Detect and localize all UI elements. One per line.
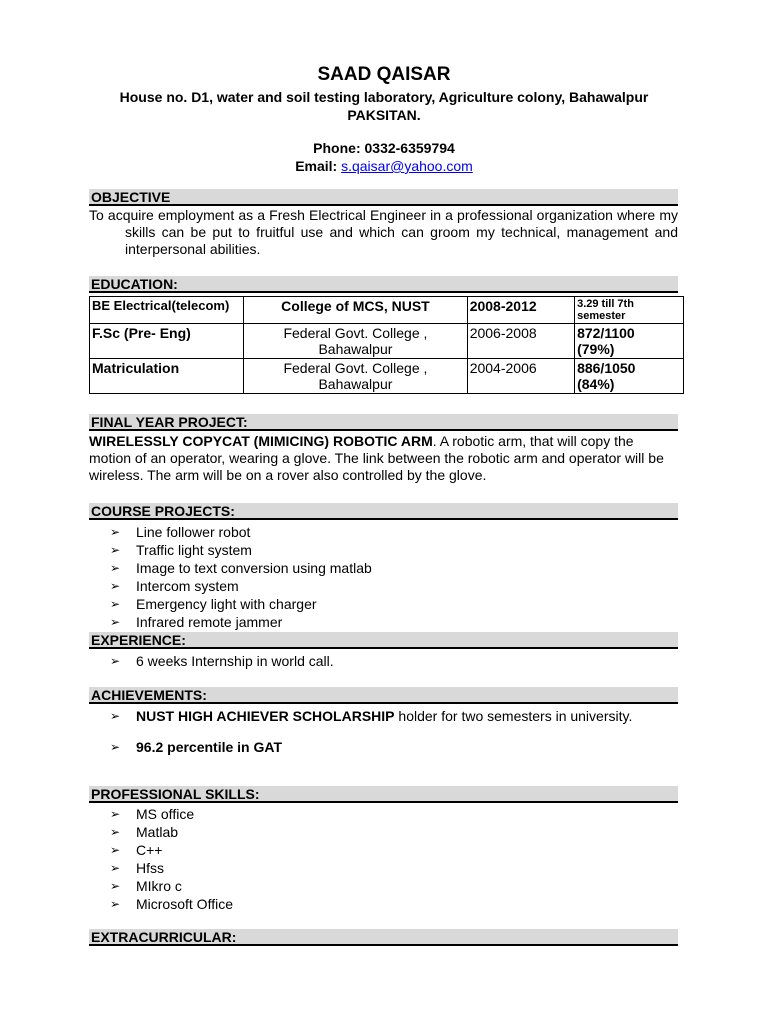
skills-list [110,805,233,913]
institute-cell: Federal Govt. College , Bahawalpur [244,324,468,359]
phone-number: Phone: 0332-6359794 [313,140,455,156]
institute-cell: College of MCS, NUST [244,297,468,324]
table-row [90,297,684,324]
arrow-right-icon: ➢ [110,861,121,875]
degree-cell: Matriculation [90,359,244,394]
address-line-1: House no. D1, water and soil testing laboratory, Agriculture colony, Bahawalpur [119,89,649,105]
degree-cell: F.Sc (Pre- Eng) [90,324,244,359]
table-row [90,324,684,359]
section-education-heading: EDUCATION: [89,276,678,293]
list-item: ➢ Infrared remote jammer [110,614,283,630]
arrow-right-icon: ➢ [110,740,121,754]
degree-cell: BE Electrical(telecom) [90,297,244,324]
project-description: . A robotic arm, that will copy the motion of an operator, wearing a glove. The link between the robotic arm and operator will be wireless. The arm will be on a rover also controlled by the glove. [89,433,664,483]
list-item: ➢ MIkro c [110,878,182,894]
list-item: ➢ 96.2 percentile in GAT [110,739,283,755]
project-name: WIRELESSLY COPYCAT (MIMICING) ROBOTIC ARM [89,433,433,449]
arrow-right-icon: ➢ [110,579,121,593]
achievements-list [110,707,632,756]
section-extracurricular-heading: EXTRACURRICULAR: [89,929,678,946]
arrow-right-icon: ➢ [110,709,121,723]
final-year-project-text [89,433,678,484]
arrow-right-icon: ➢ [110,807,121,821]
course-projects-list [110,523,372,631]
result-cell [575,297,684,324]
email-line [0,157,768,175]
list-item: ➢ MS office [110,806,195,822]
arrow-right-icon: ➢ [110,843,121,857]
result-cell [575,324,684,359]
objective-text: To acquire employment as a Fresh Electrical Engineer in a professional organization where my skills can be put to fruitful use and which can groom my technical, management and interpersonal abilities. [89,207,678,257]
list-item: ➢ Image to text conversion using matlab [110,560,372,576]
arrow-right-icon: ➢ [110,543,121,557]
years-cell: 2004-2006 [467,359,574,394]
section-experience-heading: EXPERIENCE: [89,632,678,649]
section-course-projects-heading: COURSE PROJECTS: [89,503,678,520]
institute-cell: Federal Govt. College , Bahawalpur [244,359,468,394]
list-item: ➢ 6 weeks Internship in world call. [110,653,334,669]
list-item: ➢ Intercom system [110,578,239,594]
result-line-2: semester [577,310,626,322]
list-item: ➢ Matlab [110,824,179,840]
table-row [90,359,684,394]
arrow-right-icon: ➢ [110,525,121,539]
email-link[interactable]: s.qaisar@yahoo.com [341,158,473,174]
result-line-1: 3.29 till 7th [577,298,634,310]
list-item: ➢ Line follower robot [110,524,251,540]
arrow-right-icon: ➢ [110,597,121,611]
result-line-2: (84%) [577,376,615,392]
resume-header [0,62,768,175]
result-cell [575,359,684,394]
arrow-right-icon: ➢ [110,879,121,893]
section-achievements-heading: ACHIEVEMENTS: [89,687,678,704]
years-cell: 2008-2012 [467,297,574,324]
email-label: Email: [295,158,342,174]
years-cell: 2006-2008 [467,324,574,359]
section-professional-skills-heading: PROFESSIONAL SKILLS: [89,786,678,803]
arrow-right-icon: ➢ [110,561,121,575]
list-item: ➢ C++ [110,842,163,858]
address-line-2: PAKSITAN. [347,107,421,123]
list-item: ➢ Hfss [110,860,164,876]
arrow-right-icon: ➢ [110,615,121,629]
experience-list [110,652,334,670]
arrow-right-icon: ➢ [110,825,121,839]
result-line-2: (79%) [577,341,615,357]
list-item: ➢ Traffic light system [110,542,252,558]
section-objective-heading: OBJECTIVE [89,189,678,206]
education-table [89,296,684,394]
list-item: ➢ NUST HIGH ACHIEVER SCHOLARSHIP holder for two semesters in university. [110,708,633,724]
list-item: ➢ Emergency light with charger [110,596,317,612]
list-item: ➢ Microsoft Office [110,896,233,912]
arrow-right-icon: ➢ [110,897,121,911]
arrow-right-icon: ➢ [110,654,121,668]
section-final-year-project-heading: FINAL YEAR PROJECT: [89,414,678,431]
result-line-1: 886/1050 [577,360,636,376]
result-line-1: 872/1100 [577,325,635,341]
candidate-name: SAAD QAISAR [317,64,451,85]
